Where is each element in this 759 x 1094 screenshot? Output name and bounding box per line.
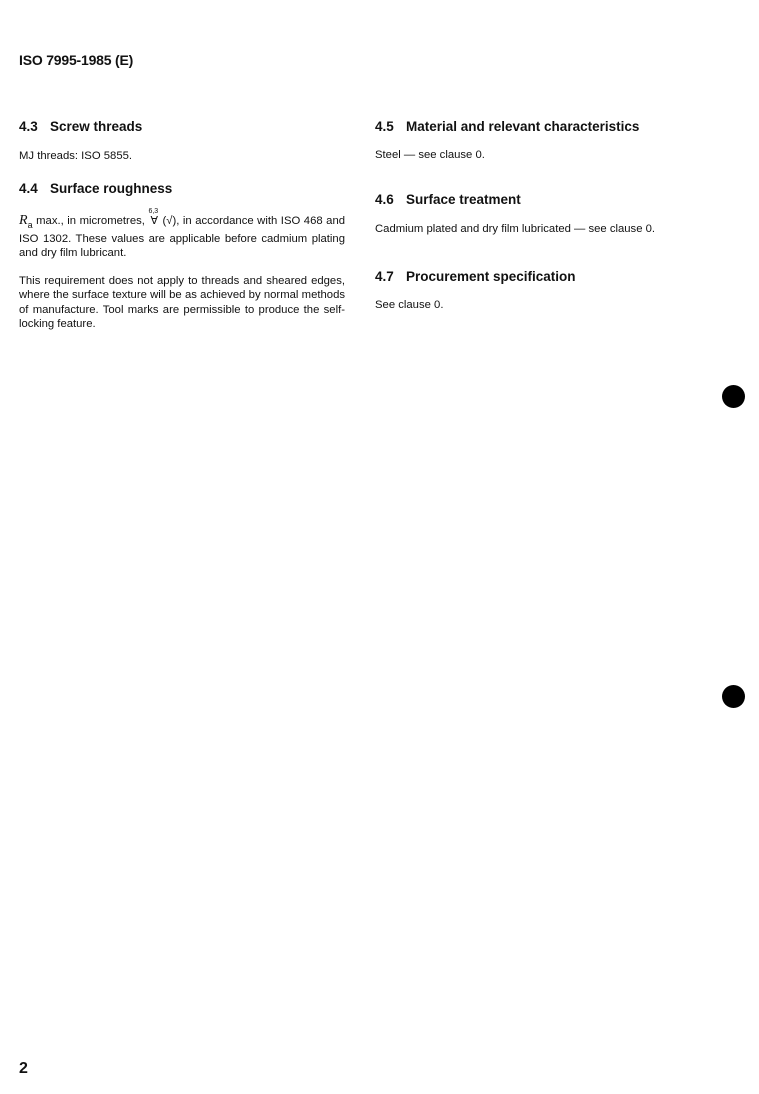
section-4-4-paragraph-2: This requirement does not apply to threads and sheared edges, where the surface texture will be as achieved by normal methods of manufacture. Tool marks are permissible to produce the self-locking feature. <box>19 274 345 331</box>
binder-hole-mark <box>722 685 745 708</box>
section-4-7-heading <box>375 268 715 286</box>
section-4-4-paragraph-1: $R_a$ max., in micrometres, 6,3 ∀ (√), in accordance with ISO 468 and ISO 1302. These values are applicable before cadmium plating and dry film lubricant. <box>19 207 346 260</box>
section-4-5-body: Steel — see clause 0. <box>375 149 485 161</box>
section-title: Screw threads <box>50 119 143 134</box>
section-4-4-heading <box>19 180 345 198</box>
section-4-6-body: Cadmium plated and dry film lubricated — see clause 0. <box>375 222 656 235</box>
section-number: 4.3 <box>19 119 38 134</box>
section-number: 4.7 <box>375 269 394 284</box>
section-4-5-heading <box>375 118 715 136</box>
section-title: Procurement specification <box>406 269 576 284</box>
roughness-symbol-icon: 6,3 ∀ <box>148 207 159 227</box>
page-number: 2 <box>19 1060 28 1077</box>
document-header: ISO 7995-1985 (E) <box>19 52 134 68</box>
section-title: Material and relevant characteristics <box>406 119 640 134</box>
ra-symbol: $R_a$ <box>19 212 33 230</box>
right-column <box>375 118 715 313</box>
section-4-7-body: See clause 0. <box>375 299 444 311</box>
left-column <box>19 118 345 332</box>
section-number: 4.5 <box>375 119 394 134</box>
section-title: Surface treatment <box>406 191 521 207</box>
section-number: 4.4 <box>19 180 38 196</box>
section-number: 4.6 <box>375 191 394 207</box>
section-title: Surface roughness <box>50 180 173 196</box>
section-4-6-heading <box>375 191 715 209</box>
section-4-3-heading <box>19 118 345 136</box>
binder-hole-mark <box>722 385 745 408</box>
section-4-3-body: MJ threads: ISO 5855. <box>19 150 133 162</box>
